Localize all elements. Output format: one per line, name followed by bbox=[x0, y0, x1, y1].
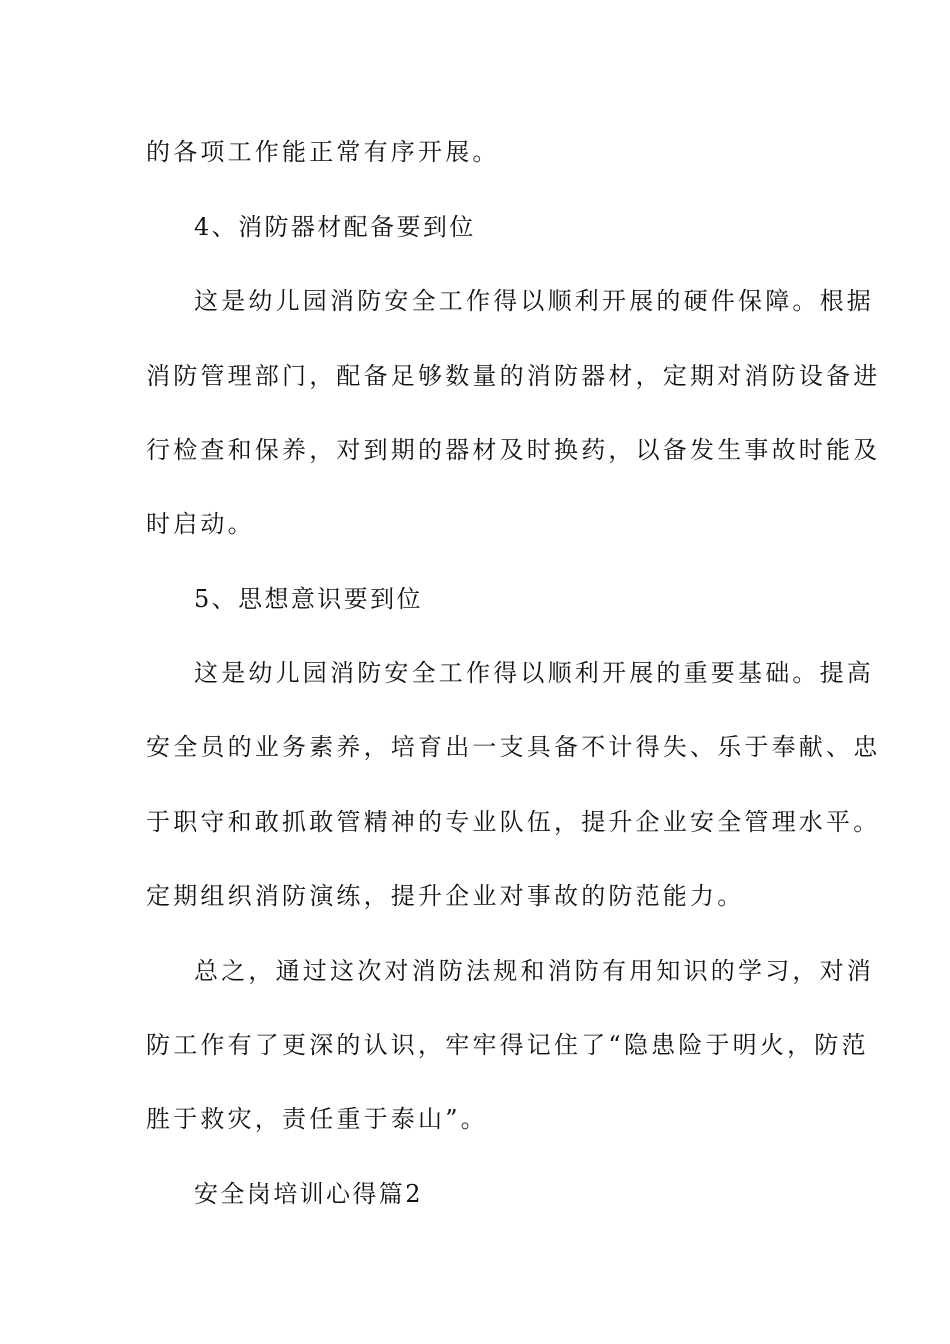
section-heading: 4、消防器材配备要到位 bbox=[194, 213, 476, 241]
paragraph-line: 胜于救灾，责任重于泰山”。 bbox=[146, 1105, 488, 1133]
paragraph-line: 安全员的业务素养，培育出一支具备不计得失、乐于奉献、忠 bbox=[146, 733, 881, 761]
section-heading: 5、思想意识要到位 bbox=[194, 585, 423, 613]
paragraph-line: 时启动。 bbox=[146, 510, 255, 538]
paragraph-line: 定期组织消防演练，提升企业对事故的防范能力。 bbox=[146, 882, 745, 910]
paragraph-line: 总之，通过这次对消防法规和消防有用知识的学习，对消 bbox=[194, 957, 874, 985]
paragraph-line: 的各项工作能正常有序开展。 bbox=[146, 138, 500, 166]
paragraph-line: 消防管理部门，配备足够数量的消防器材，定期对消防设备进 bbox=[146, 362, 881, 390]
paragraph-line: 防工作有了更深的认识，牢牢得记住了“隐患险于明火，防范 bbox=[146, 1031, 869, 1059]
paragraph-line: 这是幼儿园消防安全工作得以顺利开展的重要基础。提高 bbox=[194, 659, 874, 687]
paragraph-line: 这是幼儿园消防安全工作得以顺利开展的硬件保障。根据 bbox=[194, 287, 874, 315]
paragraph-line: 于职守和敢抓敢管精神的专业队伍，提升企业安全管理水平。 bbox=[146, 808, 881, 836]
section-heading: 安全岗培训心得篇2 bbox=[194, 1180, 423, 1208]
paragraph-line: 行检查和保养，对到期的器材及时换药，以备发生事故时能及 bbox=[146, 436, 881, 464]
